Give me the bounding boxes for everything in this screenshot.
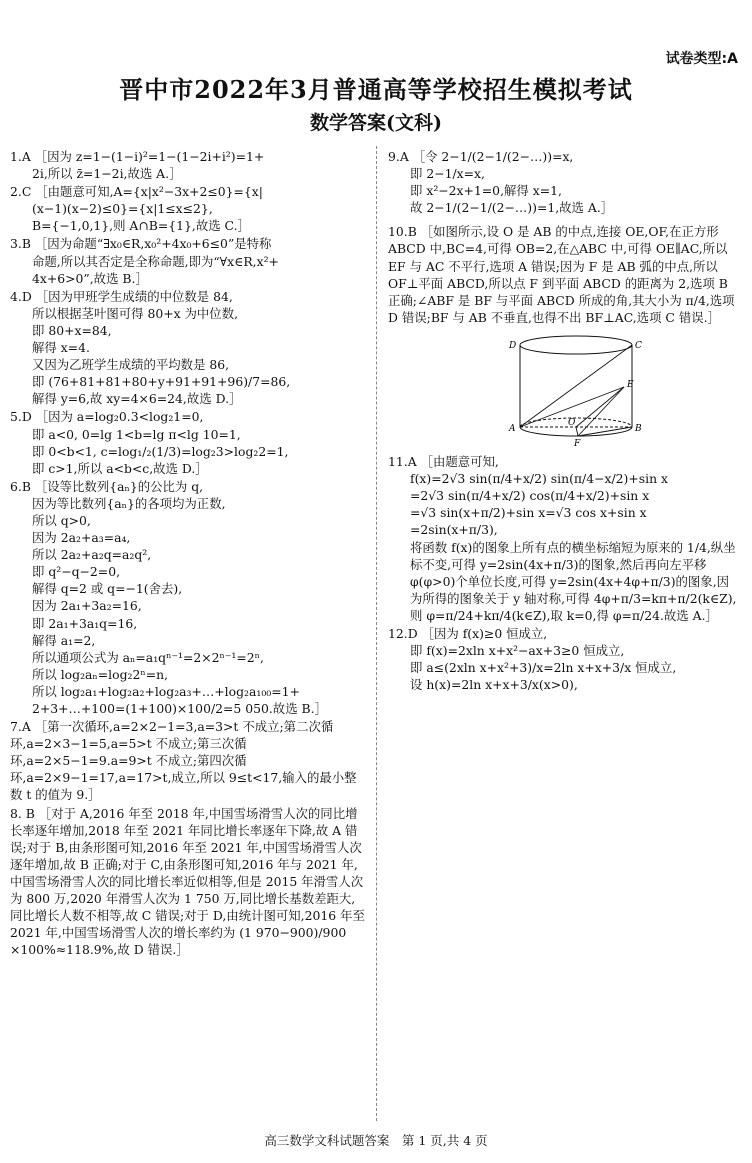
figure-label-d: D — [509, 340, 517, 351]
answer-12 — [388, 625, 740, 693]
left-answer-column — [10, 148, 367, 959]
answer-line: 3.B ［因为命题“∃x₀∈R,x₀²+4x₀+6≤0”是特称 — [10, 236, 272, 252]
page-footer: 高三数学文科试题答案 第 1 页,共 4 页 — [264, 1133, 488, 1148]
answer-line: 解得 q=2 或 q=−1(舍去), — [32, 581, 183, 597]
answer-line: f(x)=2√3 sin(π/4+x/2) sin(π/4−x/2)+sin x — [410, 471, 668, 487]
answer-line: 即 q²−q−2=0, — [32, 564, 121, 580]
answer-10 — [388, 223, 740, 326]
answer-line: B={−1,0,1},则 A∩B={1},故选 C.］ — [32, 218, 250, 234]
answer-line: 即 2−1/x=x, — [410, 166, 485, 182]
figure-label-f: F — [574, 438, 581, 447]
answer-11 — [388, 453, 740, 624]
answer-line: 所以 log₂a₁+log₂a₂+log₂a₃+…+log₂a₁₀₀=1+ — [32, 683, 300, 699]
answer-line: 因为等比数列{aₙ}的各项均为正数, — [32, 495, 226, 511]
answer-paragraph: 10.B ［如图所示,设 O 是 AB 的中点,连接 OE,OF,在正方形 ABCD 中,BC=4,可得 OB=2,在△ABC 中,可得 OE∥AC,所以 EF 与 AC 不平行,选项 A 错误;因为 F 是 AB 弧的中点,所以 OF⊥平面 ABCD,所以点 F 到平面 ABCD 的距离为 2,选项 B 正确;∠ABF 是 BF 与平面 ABCD 所成的角,其大小为 π/4,选项 D 错误;BF 与 AB 不垂直,也得不出 BF⊥AC,选项 C 错误.］ — [388, 224, 735, 325]
figure-label-a: A — [509, 423, 516, 434]
answer-subtitle: 数学答案(文科) — [310, 112, 442, 134]
answer-line: 解得 a₁=2, — [32, 632, 96, 648]
answer-1 — [10, 148, 367, 182]
answer-line: 设 h(x)=2ln x+x+3/x(x>0), — [410, 677, 578, 693]
answer-line: 故 2−1/(2−1/(2−…))=1,故选 A.］ — [410, 200, 614, 216]
answer-6 — [10, 478, 367, 717]
answer-line: 又因为乙班学生成绩的平均数是 86, — [32, 357, 230, 373]
answer-paragraph: 将函数 f(x)的图象上所有点的横坐标缩短为原来的 1/4,纵坐标不变,可得 y=2sin(4x+π/3)的图象,然后再向左平移 φ(φ>0)个单位长度,可得 y=2sin(4x+4φ+π/3)的图象,因为所得的图象关于 y 轴对称,可得 4φ+π/3=kπ+π/2(k∈Z),则 φ=π/24+kπ/4(k∈Z),取 k=0,得 φ=π/24.故选 A.］ — [410, 539, 737, 623]
answer-line: 即 0<b<1, c=log₁/₂(1/3)=log₂3>log₂2=1, — [32, 443, 289, 459]
answer-line: 即 80+x=84, — [32, 322, 112, 338]
figure-label-o: O — [568, 417, 576, 428]
figure-label-c: C — [635, 340, 642, 351]
answer-line: 6.B ［设等比数列{aₙ}的公比为 q, — [10, 478, 204, 494]
figure-label-b: B — [635, 423, 642, 434]
segment-ac — [520, 345, 632, 427]
answer-line: 9.A ［令 2−1/(2−1/(2−…))=x, — [388, 149, 574, 164]
right-answer-column — [388, 148, 740, 694]
answer-line: 即 2a₁+3a₁q=16, — [32, 615, 138, 631]
answer-paragraph: 7.A ［第一次循环,a=2×2−1=3,a=3>t 不成立;第二次循环,a=2×3−1=5,a=5>t 不成立;第三次循环,a=2×5−1=9.a=9>t 不成立;第四次循环,a=2×9−1=17,a=17>t,成立,所以 9≤t<17,输入的最小整数 t 的值为 9.］ — [10, 719, 357, 803]
answer-line: 11.A ［由题意可知, — [388, 454, 499, 470]
answer-5 — [10, 408, 367, 476]
exam-title: 晋中市2022年3月普通高等学校招生模拟考试 — [119, 75, 633, 104]
answer-line: (x−1)(x−2)≤0}={x|1≤x≤2}, — [32, 201, 213, 217]
answer-line: 所以 2a₂+a₂q=a₂q², — [32, 547, 152, 563]
answer-paragraph: 8. B ［对于 A,2016 年至 2018 年,中国雪场滑雪人次的同比增长率逐年增加,2018 年至 2021 年同比增长率逐年下降,故 A 错误;对于 B,由条形图可知,2016 年至 2021 年,中国雪场滑雪人次逐年增加,故 B 正确;对于 C,由条形图可知,2016 年与 2021 年,中国雪场滑雪人次的同比增长率近似相等,但是 2015 年滑雪人次为 800 万,2020 年滑雪人次为 1 750 万,同比增长基数差距大,同比增长人数不相等,故 C 错误;对于 D,由统计图可知,2016 年至 2021 年,中国雪场滑雪人次的增长率约为 (1 970−900)/900 ×100%≈118.9%,故 D 错误.］ — [10, 805, 365, 958]
answer-line: 命题,所以其否定是全称命题,即为“∀x∈R,x²+ — [32, 253, 279, 269]
segment-oe — [576, 387, 624, 427]
cylinder-figure — [506, 331, 646, 447]
answer-line: 即 c>1,所以 a<b<c,故选 D.］ — [32, 460, 208, 476]
answer-line: 即 a≤(2xln x+x²+3)/x=2ln x+x+3/x 恒成立, — [410, 660, 677, 676]
answer-line: 解得 y=6,故 xy=4×6=24,故选 D.］ — [32, 391, 242, 407]
answer-line: 5.D ［因为 a=log₂0.3<log₂1=0, — [10, 409, 204, 425]
answer-line: 因为 2a₁+3a₂=16, — [32, 598, 142, 614]
segment-ef — [578, 387, 624, 436]
column-divider — [376, 146, 377, 1121]
paper-type-label: 试卷类型:A — [665, 51, 738, 67]
answer-line: 2i,所以 z̄=1−2i,故选 A.］ — [32, 166, 182, 182]
answer-line: 解得 x=4. — [32, 340, 90, 356]
cylinder-bottom-back — [520, 418, 632, 427]
answer-line: 2+3+…+100=(1+100)×100/2=5 050.故选 B.］ — [32, 701, 327, 716]
answer-line: 4x+6>0”,故选 B.］ — [32, 270, 148, 286]
answer-line: 即 a<0, 0=lg 1<b=lg π<lg 10=1, — [32, 426, 241, 442]
answer-line: 所以 q>0, — [32, 512, 91, 528]
answer-7 — [10, 718, 367, 803]
cylinder-top-ellipse — [520, 336, 632, 354]
segment-of — [576, 427, 578, 436]
answer-line: 2.C ［由题意可知,A={x|x²−3x+2≤0}={x| — [10, 184, 263, 200]
answer-line: 即 f(x)=2xln x+x²−ax+3≥0 恒成立, — [410, 643, 625, 659]
answer-line: =√3 sin(x+π/2)+sin x=√3 cos x+sin x — [410, 505, 647, 521]
answer-2 — [10, 183, 367, 234]
answer-line: =2√3 sin(π/4+x/2) cos(π/4+x/2)+sin x — [410, 488, 650, 504]
answer-line: 即 x²−2x+1=0,解得 x=1, — [410, 183, 562, 199]
answer-line: 因为 2a₂+a₃=a₄, — [32, 530, 131, 546]
answer-line: 所以通项公式为 aₙ=a₁qⁿ⁻¹=2×2ⁿ⁻¹=2ⁿ, — [32, 649, 264, 665]
answer-9 — [388, 148, 740, 216]
answer-3 — [10, 235, 367, 286]
answer-line: =2sin(x+π/3), — [410, 522, 498, 538]
answer-line: 所以根据茎叶图可得 80+x 为中位数, — [32, 305, 239, 321]
answer-line: 4.D ［因为甲班学生成绩的中位数是 84, — [10, 288, 233, 304]
answer-line: 即 (76+81+81+80+y+91+91+96)/7=86, — [32, 374, 291, 390]
answer-8 — [10, 805, 367, 959]
answer-line: 所以 log₂aₙ=log₂2ⁿ=n, — [32, 666, 169, 682]
figure-label-e: E — [627, 379, 634, 390]
answer-4 — [10, 288, 367, 408]
answer-line: 12.D ［因为 f(x)≥0 恒成立, — [388, 625, 548, 641]
answer-line: 1.A ［因为 z=1−(1−i)²=1−(1−2i+i²)=1+ — [10, 149, 265, 164]
